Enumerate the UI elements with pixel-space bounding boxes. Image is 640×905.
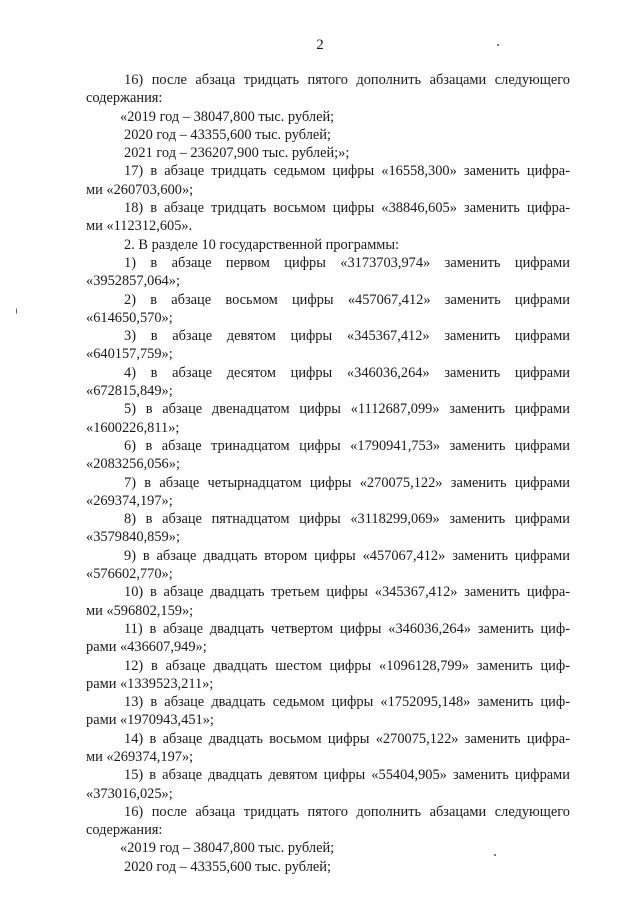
page-number: 2 [316, 37, 324, 53]
text-line: 6) в абзаце тринадцатом цифры «1790941,753» заменить цифрами [124, 437, 570, 454]
text-line: 14) в абзаце двадцать восьмом цифры «270075,122» заменить цифра- [124, 730, 570, 747]
text-line: ми «269374,197»; [86, 748, 194, 765]
text-line: рами «1339523,211»; [86, 675, 214, 692]
text-line: ми «260703,600»; [86, 181, 194, 198]
text-line: «2019 год – 38047,800 тыс. рублей; [120, 108, 335, 125]
text-line: «269374,197»; [86, 492, 173, 509]
text-line: 1) в абзаце первом цифры «3173703,974» заменить цифрами [124, 254, 570, 271]
text-line: 2020 год – 43355,600 тыс. рублей; [124, 858, 331, 875]
scan-speck [494, 854, 496, 856]
text-line: 2020 год – 43355,600 тыс. рублей; [124, 126, 331, 143]
text-line: содержания: [86, 822, 163, 839]
text-line: ми «112312,605». [86, 218, 193, 235]
text-line: 17) в абзаце тридцать седьмом цифры «16558,300» заменить цифра- [124, 163, 570, 180]
text-line: «576602,770»; [86, 566, 173, 583]
text-line: «373016,025»; [86, 785, 173, 802]
text-line: 4) в абзаце десятом цифры «346036,264» заменить цифрами [124, 364, 570, 381]
text-line: 9) в абзаце двадцать втором цифры «457067,412» заменить цифрами [124, 547, 570, 564]
text-line: 3) в абзаце девятом цифры «345367,412» заменить цифрами [124, 328, 570, 345]
text-line: 2. В разделе 10 государственной программы: [124, 236, 400, 253]
text-line: «3952857,064»; [86, 273, 180, 290]
document-body [86, 71, 570, 876]
text-line: 10) в абзаце двадцать третьем цифры «345367,412» заменить цифра- [124, 584, 570, 601]
text-line: рами «1970943,451»; [86, 712, 214, 729]
text-line: «614650,570»; [86, 309, 173, 326]
scan-speck [16, 308, 17, 314]
text-line: содержания: [86, 90, 163, 107]
text-line: 7) в абзаце четырнадцатом цифры «270075,122» заменить цифрами [124, 474, 570, 491]
text-line: 18) в абзаце тридцать восьмом цифры «38846,605» заменить цифра- [124, 200, 570, 217]
text-line: 5) в абзаце двенадцатом цифры «1112687,099» заменить цифрами [124, 401, 570, 418]
text-line: 2021 год – 236207,900 тыс. рублей;»; [124, 145, 350, 162]
text-line: 2) в абзаце восьмом цифры «457067,412» заменить цифрами [124, 291, 570, 308]
text-line: 16) после абзаца тридцать пятого дополнить абзацами следующего [124, 803, 570, 820]
text-line: 15) в абзаце двадцать девятом цифры «55404,905» заменить цифрами [124, 767, 570, 784]
scan-speck [497, 44, 499, 46]
text-line: 16) после абзаца тридцать пятого дополнить абзацами следующего [124, 72, 570, 88]
text-line: 12) в абзаце двадцать шестом цифры «1096128,799» заменить циф- [124, 657, 570, 674]
text-line: «2019 год – 38047,800 тыс. рублей; [120, 840, 335, 857]
text-line: «2083256,056»; [86, 456, 180, 473]
text-line: «640157,759»; [86, 346, 173, 363]
text-line: 8) в абзаце пятнадцатом цифры «3118299,069» заменить цифрами [124, 511, 570, 528]
text-line: 13) в абзаце двадцать седьмом цифры «1752095,148» заменить циф- [124, 694, 570, 711]
text-line: «672815,849»; [86, 383, 173, 400]
text-line: 11) в абзаце двадцать четвертом цифры «346036,264» заменить циф- [124, 620, 570, 637]
text-line: «1600226,811»; [86, 419, 180, 436]
text-line: «3579840,859»; [86, 529, 180, 546]
text-line: ми «596802,159»; [86, 602, 194, 619]
text-line: рами «436607,949»; [86, 639, 207, 656]
